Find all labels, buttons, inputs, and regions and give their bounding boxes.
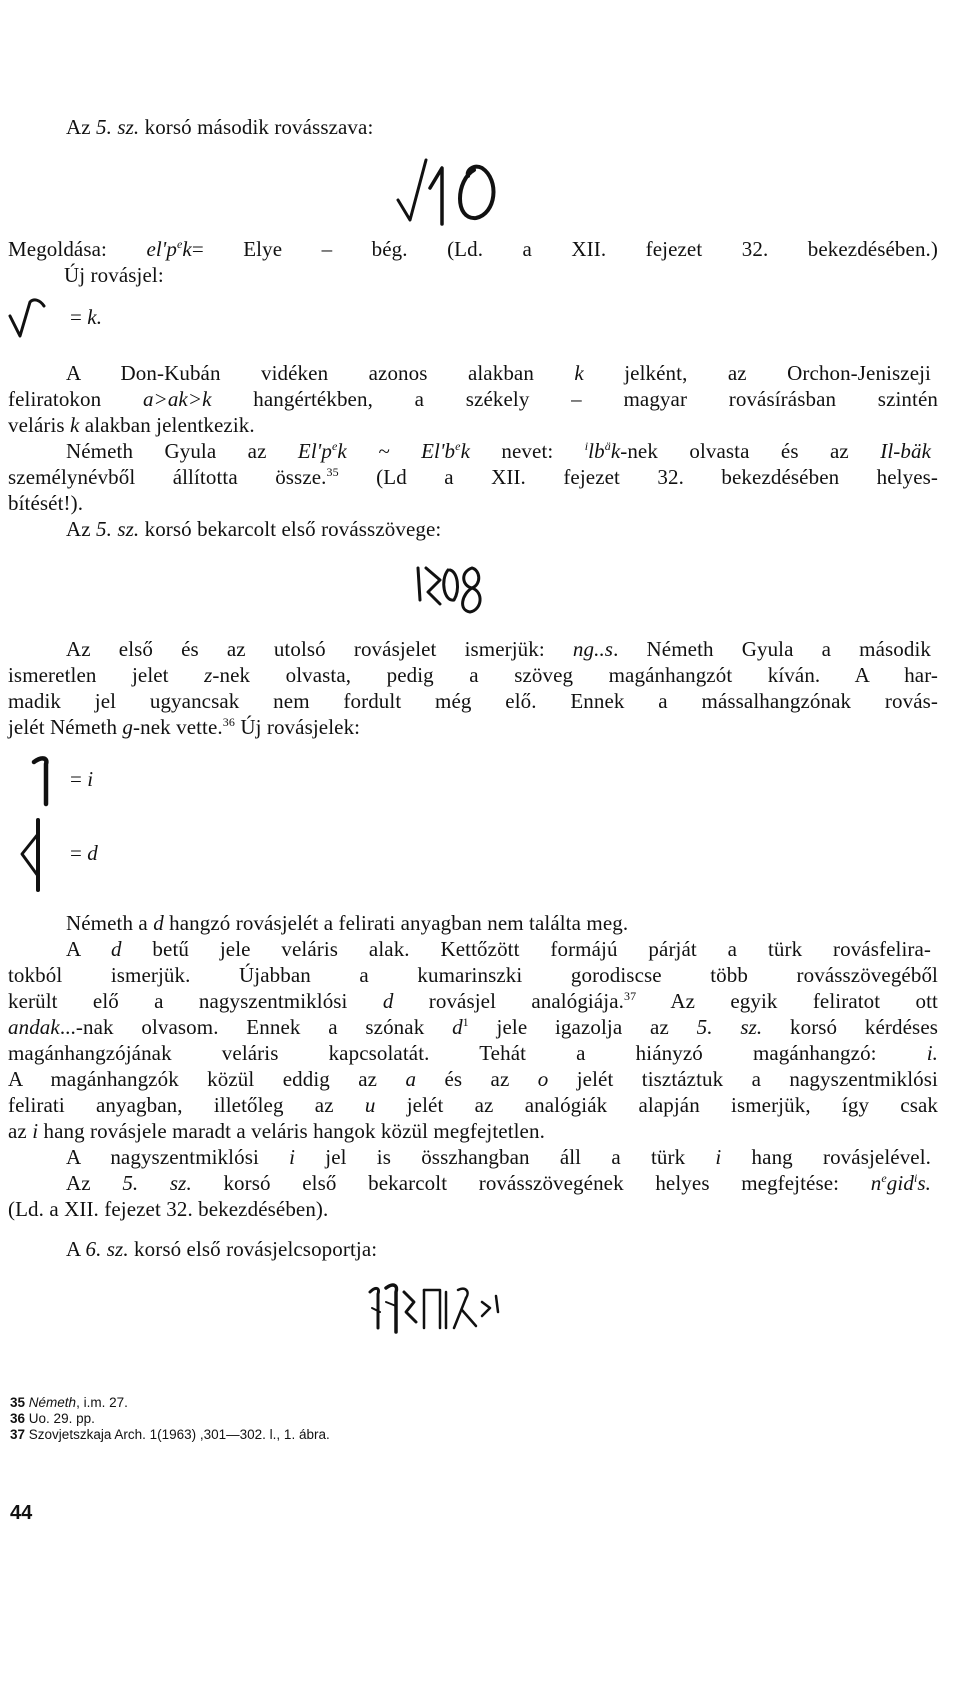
italic-text: ng..s xyxy=(572,637,614,661)
italic-text: i xyxy=(289,1145,296,1169)
text: jelként, az Orchon-Jeniszeji xyxy=(583,361,931,385)
italic-text: k xyxy=(70,413,80,437)
superscript: ä xyxy=(604,439,611,453)
italic-text: i. xyxy=(926,1041,938,1065)
rune-i-sign xyxy=(28,752,58,808)
footnote-36 xyxy=(10,1411,95,1427)
text: korsó bekarcolt első rovásszövege: xyxy=(139,517,442,541)
italic-text: k xyxy=(574,361,584,385)
heading-line xyxy=(66,114,373,140)
text: korsó első bekarcolt rovásszövegének helyes megfejtése: xyxy=(191,1171,871,1195)
text: feliratokon xyxy=(8,387,143,411)
text: rovásjel analógiája. xyxy=(393,989,624,1013)
paragraph-line xyxy=(8,490,83,516)
text: Új rovásjel: xyxy=(64,263,164,287)
paragraph-line xyxy=(8,1040,938,1066)
paragraph-line xyxy=(8,1066,938,1092)
italic-text: i xyxy=(715,1145,722,1169)
text: hangzó rovásjelét a felirati anyagban nem találta meg. xyxy=(163,911,629,935)
text: alakban jelentkezik. xyxy=(79,413,255,437)
paragraph-line xyxy=(8,1196,328,1222)
paragraph-line xyxy=(66,360,931,386)
footnote-ref: 35 xyxy=(326,465,339,479)
text: = xyxy=(70,841,88,865)
text: ...-nak olvasom. Ennek a szónak xyxy=(59,1015,453,1039)
text: ismeretlen jelet xyxy=(8,663,205,687)
text: hang rovásjele maradt a veláris hangok közül megfejtetlen. xyxy=(38,1119,545,1143)
sign-equation-d xyxy=(70,840,98,866)
formula: el'p xyxy=(146,237,177,261)
italic-text: d xyxy=(153,911,164,935)
text: A xyxy=(66,937,111,961)
formula: a>ak>k xyxy=(142,387,212,411)
rune-group-2 xyxy=(410,560,490,620)
italic-text: d xyxy=(110,937,122,961)
sign-equation xyxy=(70,304,102,330)
text: Új rovásjelek: xyxy=(234,715,361,739)
italic-text: z xyxy=(204,663,213,687)
formula: k xyxy=(460,439,471,463)
footnote-number: 36 xyxy=(10,1411,26,1426)
text: hangértékben, a székely – magyar rovásírásban szintén xyxy=(211,387,938,411)
text: személynévből állította össze. xyxy=(8,465,327,489)
formula: El'p xyxy=(297,439,332,463)
text: nevet: xyxy=(470,439,585,463)
italic-text: d xyxy=(452,1015,463,1039)
solution-line xyxy=(8,236,938,262)
text: = xyxy=(70,305,88,329)
superscript: i xyxy=(584,439,589,453)
italic-text: a xyxy=(405,1067,417,1091)
superscript: e xyxy=(176,237,183,251)
footnote-text: Uo. 29. pp. xyxy=(28,1411,95,1426)
paragraph-line xyxy=(8,386,938,412)
page-number: 44 xyxy=(10,1502,33,1524)
text: korsó második rovásszava: xyxy=(139,115,374,139)
paragraph-line xyxy=(8,714,360,740)
paragraph-line xyxy=(66,636,931,662)
paragraph-line xyxy=(66,1144,931,1170)
text: tokból ismerjük. Újabban a kumarinszki gorodiscse több rovásszövegéből xyxy=(8,963,938,987)
paragraph-line xyxy=(66,910,628,936)
rune-group-1 xyxy=(396,150,516,230)
text: Az egyik feliratot ott xyxy=(636,989,938,1013)
paragraph-line xyxy=(8,688,938,714)
paragraph-line xyxy=(8,988,938,1014)
paragraph-line xyxy=(66,1236,377,1262)
text: Az xyxy=(66,517,97,541)
text: A nagyszentmiklósi xyxy=(66,1145,290,1169)
footnote-ref: 37 xyxy=(624,989,637,1003)
formula: Il-bäk xyxy=(880,439,931,463)
paragraph-line xyxy=(66,516,441,542)
paragraph-line xyxy=(8,662,938,688)
text: Az első és az utolsó rovásjelet ismerjük: xyxy=(66,637,573,661)
italic-text: 6. sz. xyxy=(85,1237,129,1261)
text: korsó kérdéses xyxy=(762,1015,939,1039)
superscript: e xyxy=(455,439,461,453)
formula: k ~ El'b xyxy=(337,439,456,463)
paragraph-line xyxy=(8,962,938,988)
italic-text: 5. sz. xyxy=(96,115,140,139)
text: hang rovásjelével. xyxy=(721,1145,931,1169)
paragraph-line xyxy=(8,412,255,438)
text: jelét Németh xyxy=(8,715,123,739)
italic-text: d xyxy=(87,841,98,865)
text: = Elye – bég. (Ld. a XII. fejezet 32. bekezdésében.) xyxy=(191,237,938,261)
footnote-35 xyxy=(10,1395,128,1411)
rune-group-3 xyxy=(366,1278,506,1348)
text: madik jel ugyancsak nem fordult még elő. Ennek a mássalhangzónak rovás- xyxy=(8,689,938,713)
italic-text: i xyxy=(87,767,94,791)
text: A xyxy=(66,1237,86,1261)
text: jelét az analógiák alapján ismerjük, így csak xyxy=(375,1093,938,1117)
text: veláris xyxy=(8,413,71,437)
text: került elő a nagyszentmiklósi xyxy=(8,989,383,1013)
text: és az xyxy=(416,1067,538,1091)
paragraph-line xyxy=(8,1118,545,1144)
italic-text: 5. sz. xyxy=(696,1015,763,1039)
formula: lb xyxy=(588,439,605,463)
italic-text: u xyxy=(364,1093,376,1117)
italic-text: i xyxy=(32,1119,39,1143)
formula: s. xyxy=(917,1171,931,1195)
text: bítését!). xyxy=(8,491,84,515)
text: -nek olvasta és az xyxy=(620,439,881,463)
rune-d-sign xyxy=(18,816,48,892)
superscript: i xyxy=(913,1171,918,1185)
text: (Ld. a XII. fejezet 32. bekezdésében). xyxy=(8,1197,329,1221)
text: jel is összhangban áll a türk xyxy=(295,1145,716,1169)
text: -nek olvasta, pedig a szöveg magánhangzót kíván. A har- xyxy=(212,663,938,687)
italic-text: g xyxy=(122,715,134,739)
footnote-author: Németh xyxy=(28,1395,77,1410)
text: Az xyxy=(66,115,97,139)
italic-text: d xyxy=(382,989,394,1013)
footnote-ref: 36 xyxy=(222,715,235,729)
text: jelét tisztáztuk a nagyszentmiklósi xyxy=(548,1067,938,1091)
footnote-text: Szovjetszkaja Arch. 1(1963) ,301—302. l., 1. ábra. xyxy=(28,1427,330,1442)
paragraph-line xyxy=(8,1092,938,1118)
text: Németh Gyula az xyxy=(66,439,298,463)
italic-text: 5. sz. xyxy=(122,1171,192,1195)
italic-text: 5. sz. xyxy=(96,517,140,541)
paragraph-line xyxy=(8,1014,938,1040)
formula: gid xyxy=(886,1171,914,1195)
superscript: e xyxy=(331,439,338,453)
formula: k xyxy=(182,237,192,261)
text: az xyxy=(8,1119,33,1143)
text: Az xyxy=(66,1171,123,1195)
footnote-37 xyxy=(10,1427,330,1443)
footnote-number: 37 xyxy=(10,1427,26,1442)
footnote-text: , i.m. 27. xyxy=(76,1395,128,1410)
text: A magánhangzók közül eddig az xyxy=(8,1067,406,1091)
text: magánhangzójának veláris kapcsolatát. Tehát a hiányzó magánhangzó: xyxy=(8,1041,927,1065)
superscript: e xyxy=(881,1171,887,1185)
text: felirati anyagban, illetőleg az xyxy=(8,1093,365,1117)
paragraph-line xyxy=(66,438,931,464)
new-sign-line xyxy=(64,262,164,288)
text: . Németh Gyula a második xyxy=(613,637,931,661)
text: betű jele veláris alak. Kettőzött formájú párját a türk rovásfelira- xyxy=(121,937,931,961)
text: jele igazolja az xyxy=(468,1015,697,1039)
text: = xyxy=(70,767,88,791)
text: Németh a xyxy=(66,911,154,935)
superscript: 1 xyxy=(462,1015,469,1029)
sign-equation-i xyxy=(70,766,93,792)
paragraph-line xyxy=(66,1170,931,1196)
text: Megoldása: xyxy=(8,237,147,261)
text: (Ld a XII. fejezet 32. bekezdésében helyes- xyxy=(338,465,938,489)
paragraph-line xyxy=(66,936,931,962)
footnote-number: 35 xyxy=(10,1395,26,1410)
text: A Don-Kubán vidéken azonos alakban xyxy=(66,361,575,385)
italic-text: k. xyxy=(87,305,103,329)
formula: n xyxy=(870,1171,882,1195)
italic-text: o xyxy=(537,1067,549,1091)
rune-k-sign xyxy=(8,296,52,342)
paragraph-line xyxy=(8,464,938,490)
formula: k xyxy=(610,439,621,463)
text: korsó első rovásjelcsoportja: xyxy=(128,1237,378,1261)
italic-text: andak xyxy=(8,1015,60,1039)
text: -nek vette. xyxy=(133,715,223,739)
